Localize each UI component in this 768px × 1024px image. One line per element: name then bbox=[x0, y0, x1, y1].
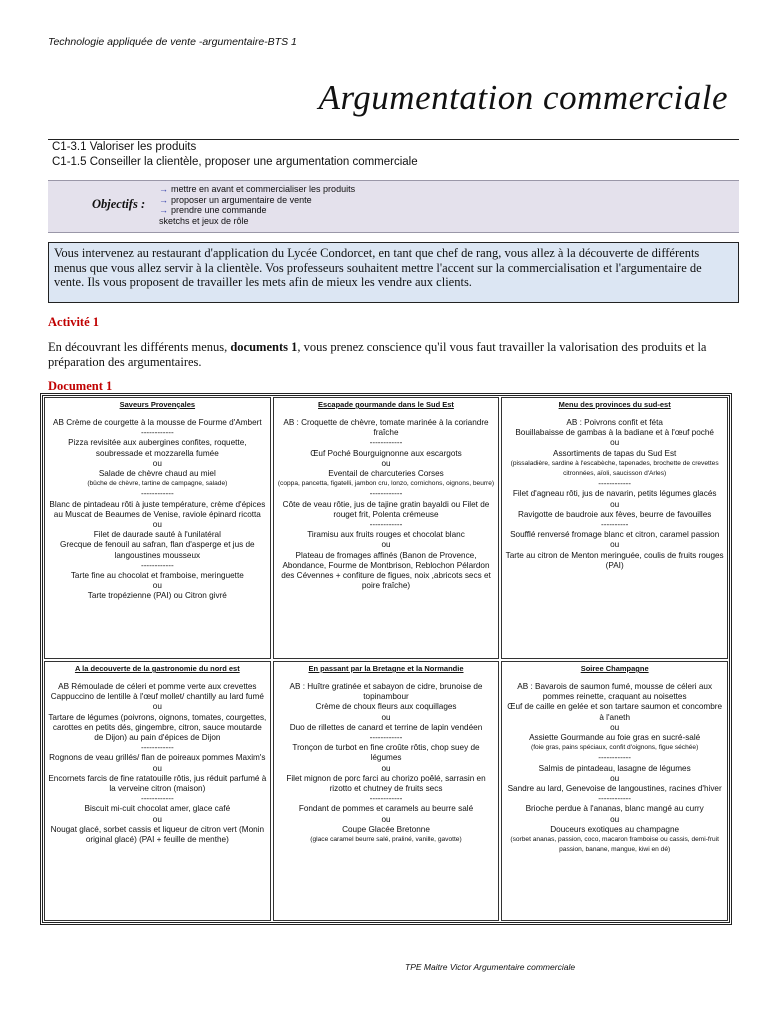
menu-line: ou bbox=[610, 722, 620, 732]
menu-line: (glace caramel beurre salé, praliné, vanille, gavotte) bbox=[310, 836, 462, 844]
menu-cell bbox=[273, 397, 500, 659]
menu-line: AB Rémoulade de céleri et pomme verte aux crevettes bbox=[58, 682, 257, 691]
objectif-item bbox=[159, 216, 355, 227]
objectif-text: mettre en avant et commercialiser les produits bbox=[171, 184, 356, 194]
menu-title: Soiree Champagne bbox=[580, 664, 649, 673]
menu-line: AB : Huître gratinée et sabayon de cidre, brunoise de topinambour bbox=[289, 682, 483, 702]
menu-line: ou bbox=[381, 763, 391, 773]
menu-line: ou bbox=[152, 581, 162, 591]
menu-line: ------------ bbox=[140, 428, 174, 438]
menu-line: (bûche de chèvre, tartine de campagne, salade) bbox=[87, 480, 228, 488]
menu-line: AB : Bavarois de saumon fumé, mousse de céleri aux pommes reinette, craquant au noisettes bbox=[517, 682, 713, 702]
page-title: Argumentation commerciale bbox=[318, 78, 728, 117]
menu-line: (pissaladière, sardine à l'escabèche, tapenades, brochette de crevettes citronnées, aïoli, saucisson d'Arles) bbox=[510, 459, 719, 478]
menu-line: ou bbox=[381, 712, 391, 722]
menu-line: Côte de veau rôtie, jus de tajine gratin bayaldi ou Filet de rouget frit, Polenta crémeuse bbox=[282, 499, 490, 519]
menu-line: Œuf de caille en gelée et son tartare saumon et concombre à l'aneth bbox=[507, 702, 723, 722]
menu-line: ou bbox=[610, 499, 620, 509]
menu-title: Menu des provinces du sud-est bbox=[558, 400, 671, 409]
menu-line: Eventail de charcuteries Corses bbox=[328, 469, 444, 479]
menu-title: En passant par la Bretagne et la Normandie bbox=[308, 664, 464, 673]
menu-line: Plateau de fromages affinés (Banon de Provence, Abondance, Fourme de Montbrison, Reblochon Pélardon des Cévennes + confiture de figues, noix ,abricots secs et poire fraîche) bbox=[281, 550, 491, 591]
menu-cell bbox=[44, 397, 271, 659]
menu-title: Saveurs Provençales bbox=[119, 400, 196, 409]
menu-line: Blanc de pintadeau rôti à juste température, crème d'épices au Muscat de Beaumes de Venise, raviole épinard ricotta bbox=[49, 499, 266, 519]
objectif-item bbox=[159, 205, 355, 216]
menu-line: (sorbet ananas, passion, coco, macaron framboise ou cassis, demi-fruit passion, banane, mangue, kiwi en dé) bbox=[510, 836, 719, 854]
menu-line: Encornets farcis de fine ratatouille rôtis, jus réduit parfumé à la verveine citron (maison) bbox=[48, 773, 267, 794]
menu-line: Brioche perdue à l'ananas, blanc mangé au curry bbox=[525, 804, 704, 814]
menu-line: AB : Croquette de chèvre, tomate marinée à la coriandre fraîche bbox=[283, 418, 489, 438]
menu-cell bbox=[44, 661, 271, 921]
menu-line: Cappuccino de lentille à l'œuf mollet/ chantilly au lard fumé bbox=[50, 692, 264, 702]
page-footer: TPE Maitre Victor Argumentaire commerciale bbox=[405, 962, 576, 972]
objectifs-label: Objectifs : bbox=[92, 197, 146, 211]
menu-line: ou bbox=[610, 814, 620, 824]
activity-instructions bbox=[48, 340, 739, 369]
arrow-icon: → bbox=[159, 184, 168, 194]
menu-line: ------------ bbox=[369, 733, 403, 743]
objectif-text: proposer un argumentaire de vente bbox=[171, 194, 312, 205]
menu-cell bbox=[501, 397, 728, 659]
menu-line: Grecque de fenouil au safran, flan d'asperge et jus de langoustines mousseux bbox=[60, 540, 255, 560]
menu-title: Escapade gourmande dans le Sud Est bbox=[318, 400, 454, 409]
menu-line: Rognons de veau grillés/ flan de poireaux pommes Maxim's bbox=[49, 753, 266, 763]
menu-line: ------------ bbox=[140, 560, 174, 570]
menu-line: ou bbox=[152, 458, 162, 468]
menu-line: ------------ bbox=[369, 520, 403, 530]
menu-line: Bouillabaisse de gambas à la badiane et à l'œuf poché bbox=[515, 428, 714, 438]
menu-line: Ravigotte de baudroie aux fèves, beurre de favouilles bbox=[517, 509, 712, 519]
menu-line: ------------ bbox=[140, 743, 174, 753]
menu-line: Filet de daurade sauté à l'unilatéral bbox=[93, 530, 221, 540]
menu-line: Douceurs exotiques au champagne bbox=[550, 824, 680, 834]
activity-text-bold: documents 1 bbox=[230, 340, 298, 354]
objectif-item bbox=[159, 184, 355, 195]
menu-line: Coupe Glacée Bretonne bbox=[342, 824, 430, 834]
menu-line: Sandre au lard, Genevoise de langoustines, racines d'hiver bbox=[507, 784, 722, 794]
objectif-text: prendre une commande bbox=[171, 205, 267, 215]
menu-line: Biscuit mi-cuit chocolat amer, glace café bbox=[84, 804, 231, 814]
menu-line: AB : Poivrons confit et féta bbox=[566, 418, 663, 427]
menu-line: ------------ bbox=[369, 438, 403, 448]
objectifs-box bbox=[48, 180, 739, 233]
competences-list bbox=[52, 140, 418, 169]
menu-line: ------------ bbox=[369, 794, 403, 804]
menu-line: Assortiments de tapas du Sud Est bbox=[552, 448, 677, 458]
menu-line: ------------ bbox=[598, 794, 632, 804]
menu-line: ou bbox=[381, 814, 391, 824]
objectif-item bbox=[159, 195, 355, 206]
menu-line: Assiette Gourmande au foie gras en sucré-salé bbox=[529, 733, 701, 743]
menu-line: ------------ bbox=[140, 794, 174, 804]
menus-table bbox=[40, 393, 732, 925]
menu-line: Duo de rillettes de canard et terrine de lapin vendéen bbox=[289, 722, 483, 732]
menu-line: ou bbox=[381, 540, 391, 550]
menu-line: Œuf Poché Bourguignonne aux escargots bbox=[310, 448, 462, 458]
menu-line: Crème de choux fleurs aux coquillages bbox=[315, 702, 457, 712]
course-header: Technologie appliquée de vente -argumentaire-BTS 1 bbox=[48, 36, 297, 48]
intro-text-box: Vous intervenez au restaurant d'application du Lycée Condorcet, en tant que chef de rang, vous allez à la découverte de différents menus que vous allez servir à la clientèle. Vos professeurs souhaitent mettre l'accent sur la commercialisation et l'argumentaire de vente. Ils vous proposent de travailler les mets afin de mieux les vendre aux clients. bbox=[48, 242, 739, 303]
menu-line: Tartare de légumes (poivrons, oignons, tomates, courgettes, carottes en petits dés, gingembre, citron, sauce moutarde de Dijon) au pain d'épices de Dijon bbox=[48, 712, 267, 743]
menu-line: Fondant de pommes et caramels au beurre salé bbox=[298, 804, 474, 814]
menu-line: ------------ bbox=[140, 489, 174, 499]
arrow-icon: → bbox=[159, 194, 168, 205]
competence-item: C1-1.5 Conseiller la clientèle, proposer une argumentation commerciale bbox=[52, 155, 418, 168]
menu-line: ou bbox=[152, 763, 162, 773]
menu-line: Nougat glacé, sorbet cassis et liqueur de citron vert (Monin original glacé) (PAI + feuille de menthe) bbox=[50, 824, 265, 845]
menu-cell bbox=[273, 661, 500, 921]
menu-line: Soufflé renversé fromage blanc et citron, caramel passion bbox=[510, 530, 720, 540]
menu-cell bbox=[501, 661, 728, 921]
menu-line: ou bbox=[152, 702, 162, 712]
activity-text-start: En découvrant les différents menus, bbox=[48, 340, 231, 354]
menu-line: Salade de chèvre chaud au miel bbox=[98, 469, 216, 479]
menu-title: A la decouverte de la gastronomie du nord est bbox=[74, 664, 240, 673]
menu-line: Filet d'agneau rôti, jus de navarin, petits légumes glacés bbox=[512, 489, 717, 499]
menu-line: ou bbox=[610, 540, 620, 550]
menu-line: AB Crème de courgette à la mousse de Fourme d'Ambert bbox=[53, 418, 262, 427]
menu-line: ------------ bbox=[369, 489, 403, 499]
menu-line: ---------- bbox=[601, 520, 629, 530]
menu-line: (foie gras, pains spéciaux, confit d'oignons, figue séchée) bbox=[531, 744, 699, 752]
menu-line: Tarte fine au chocolat et framboise, meringuette bbox=[70, 571, 244, 581]
menu-line: ou bbox=[610, 773, 620, 783]
arrow-icon: → bbox=[159, 205, 168, 215]
competence-item: C1-3.1 Valoriser les produits bbox=[52, 141, 197, 153]
menu-line: ou bbox=[381, 458, 391, 468]
objectifs-list bbox=[159, 184, 355, 226]
menu-line: ------------ bbox=[598, 753, 632, 763]
menu-line: ou bbox=[152, 814, 162, 824]
objectif-text: sketchs et jeux de rôle bbox=[159, 215, 249, 226]
menu-line: (coppa, pancetta, figatelli, jambon cru, lonzo, cornichons, oignons, beurre) bbox=[277, 480, 495, 488]
menu-line: ou bbox=[152, 520, 162, 530]
menu-line: Tronçon de turbot en fine croûte rôtis, chop suey de légumes bbox=[292, 743, 480, 763]
activity-text-end: , vous prenez conscience qu'il vous faut travailler la valorisation des produits et la préparation des argumentaires. bbox=[48, 340, 707, 369]
menu-line: Filet mignon de porc farci au chorizo poêlé, sarrasin en rizotto et chutney de fruits secs bbox=[286, 773, 486, 794]
menu-line: Tarte tropézienne (PAI) ou Citron givré bbox=[87, 591, 227, 601]
menu-line: ------------ bbox=[598, 479, 632, 489]
menu-line: Tarte au citron de Menton meringuée, coulis de fruits rouges (PAI) bbox=[505, 550, 724, 570]
document-title: Document 1 bbox=[48, 379, 113, 393]
menu-line: Pizza revisitée aux aubergines confites, roquette, soubressade et mozzarella fumée bbox=[68, 438, 247, 458]
menu-line: ou bbox=[610, 438, 620, 448]
menu-line: Salmis de pintadeau, lasagne de légumes bbox=[538, 763, 691, 773]
menu-line: Tiramisu aux fruits rouges et chocolat blanc bbox=[307, 530, 465, 540]
activity-title: Activité 1 bbox=[48, 315, 100, 329]
